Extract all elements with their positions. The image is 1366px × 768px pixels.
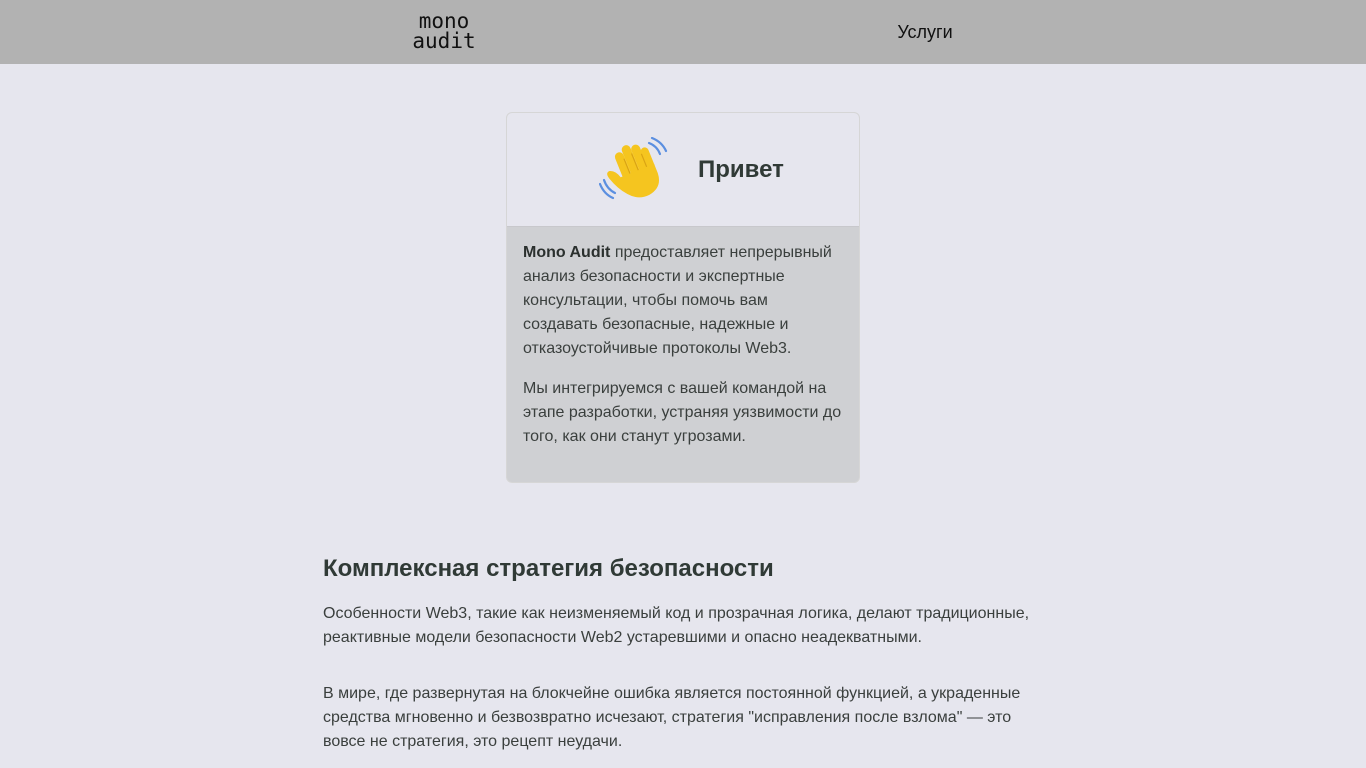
greeting-card	[506, 112, 860, 483]
card-paragraph-1-text: предоставляет непрерывный анализ безопасности и экспертные консультации, чтобы помочь вам создавать безопасные, надежные и отказоустойчивые протоколы Web3.	[523, 244, 832, 357]
card-header	[507, 113, 859, 227]
logo-link[interactable]	[409, 11, 479, 51]
nav-services-link[interactable]: Услуги	[897, 22, 953, 42]
section-heading: Комплексная стратегия безопасности	[323, 555, 774, 582]
waving-hand-icon	[599, 137, 669, 203]
section-paragraph-1: Особенности Web3, такие как неизменяемый код и прозрачная логика, делают традиционные, реактивные модели безопасности Web2 устаревшими и опасно неадекватными.	[323, 605, 1030, 646]
logo-line-1: mono	[418, 9, 470, 33]
card-title: Привет	[698, 156, 784, 183]
card-paragraph-1	[523, 241, 843, 361]
logo-line-2: audit	[412, 29, 476, 53]
section-paragraph-2: В мире, где развернутая на блокчейне ошибка является постоянной функцией, а украденные средства мгновенно и безвозвратно исчезают, стратегия "исправления после взлома" — это вовсе не стратегия, это рецепт неудачи.	[323, 685, 1021, 750]
card-body	[507, 227, 859, 449]
brand-name: Mono Audit	[523, 244, 611, 261]
strategy-section	[323, 553, 1053, 754]
card-paragraph-2: Мы интегрируемся с вашей командой на этапе разработки, устраняя уязвимости до того, как они станут угрозами.	[523, 380, 842, 445]
top-navbar	[0, 0, 1366, 64]
